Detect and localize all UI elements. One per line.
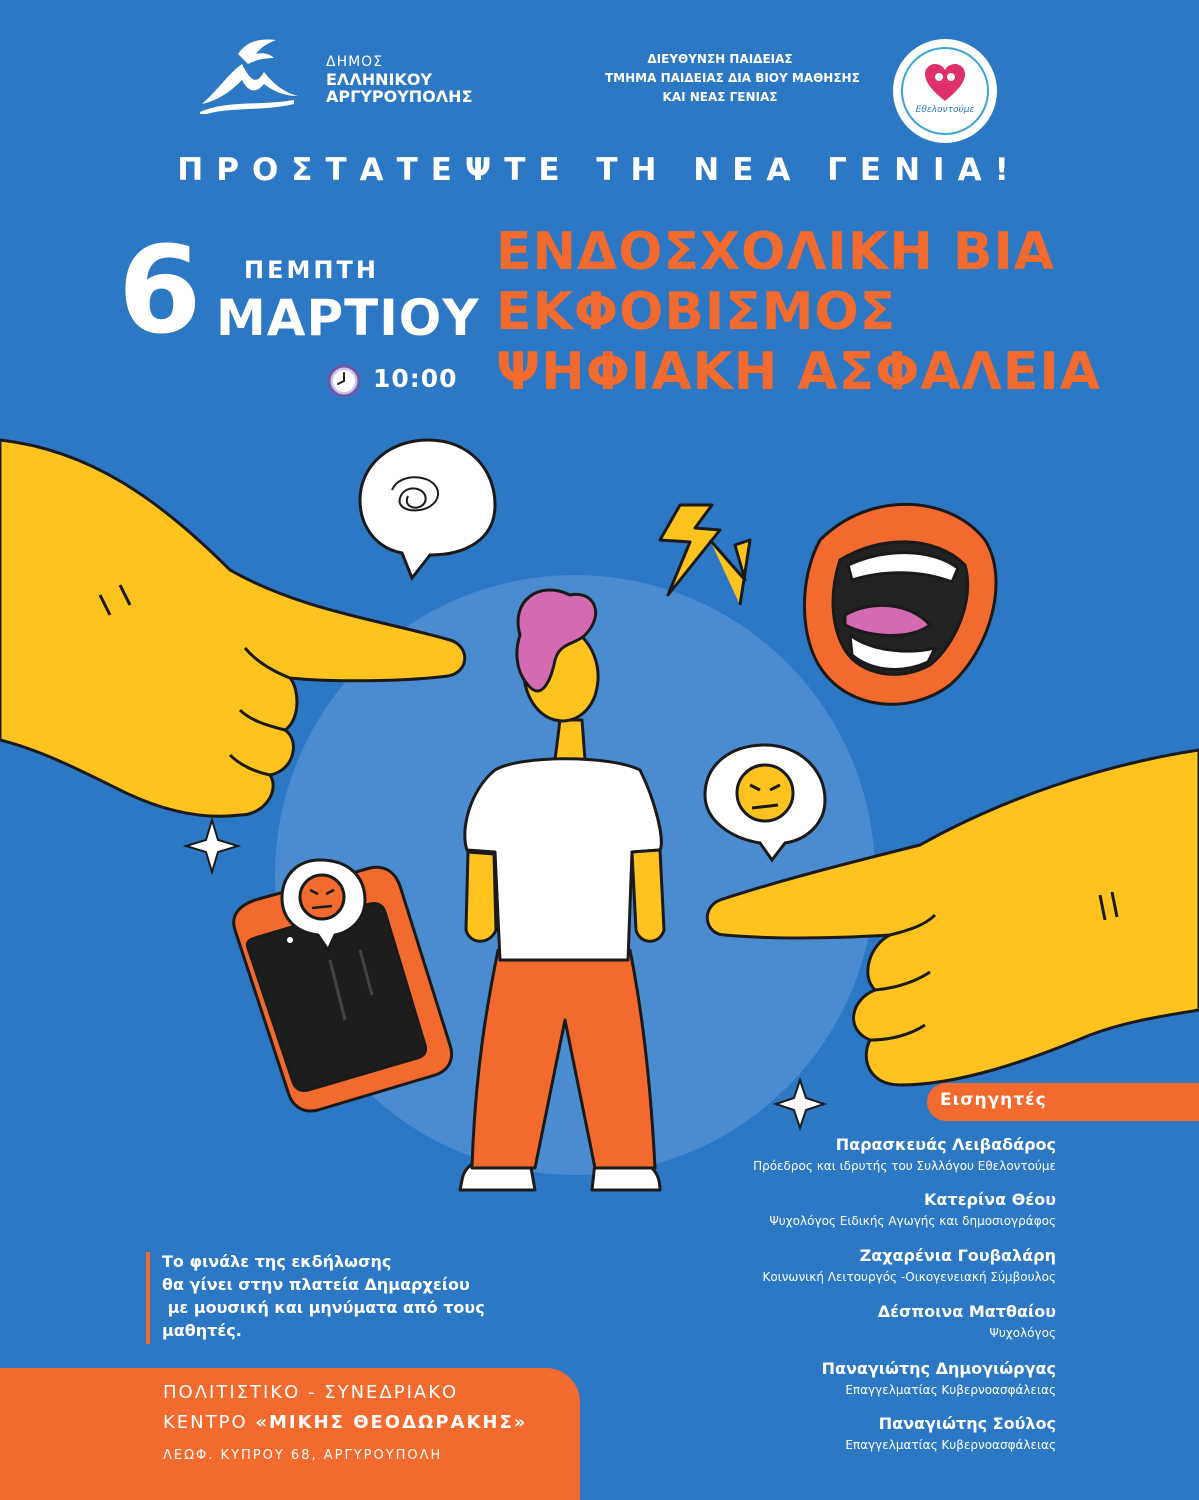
event-time: 10:00 — [373, 364, 458, 393]
heart-icon — [924, 63, 966, 103]
sparkle-icon-left — [186, 820, 238, 872]
venue-address: ΛΕΩΦ. ΚΥΠΡΟΥ 68, ΑΡΓΥΡΟΥΠΟΛΗ — [163, 1448, 443, 1463]
speaker-role: Ψυχολόγος — [989, 1326, 1056, 1340]
speaker-name: Ζαχαρένια Γουβαλάρη — [859, 1246, 1056, 1265]
municipality-name — [326, 54, 473, 105]
speaker-name: Παρασκευάς Λειβαδάρος — [835, 1135, 1056, 1154]
finale-line2: θα γίνει στην πλατεία Δημαρχείου — [162, 1275, 470, 1294]
speaker-5 — [822, 1357, 1056, 1399]
headline: ΠΡΟΣΤΑΤΕΨΤΕ ΤΗ ΝΕΑ ΓΕΝΙΑ! — [177, 152, 1022, 188]
finale-line3: με μουσική και μηνύματα από τους — [162, 1298, 485, 1317]
venue-line2 — [163, 1412, 527, 1433]
finale-line1: Το φινάλε της εκδήλωσης — [162, 1252, 392, 1271]
speaker-2 — [769, 1188, 1056, 1230]
speaker-3 — [762, 1244, 1056, 1286]
scribble-speech-bubble-icon — [360, 440, 495, 578]
finale-accent-bar — [146, 1252, 150, 1344]
speaker-1 — [753, 1133, 1056, 1175]
speaker-role: Πρόεδρος και ιδρυτής του Συλλόγου Εθελοντούμε — [753, 1159, 1056, 1173]
speaker-6 — [845, 1412, 1056, 1454]
lightning-small-icon — [710, 540, 750, 605]
department-line1: ΔΙΕΥΘΥΝΣΗ ΠΑΙΔΕΙΑΣ — [647, 52, 793, 66]
municipality-logo — [198, 34, 488, 124]
speaker-name: Παναγιώτης Σούλος — [878, 1414, 1056, 1433]
clock-icon — [327, 364, 361, 398]
shouting-mouth-icon — [804, 504, 996, 704]
lightning-icon — [660, 505, 720, 595]
topic-school-violence: ΕΝΔΟΣΧΟΛΙΚΗ ΒΙΑ — [496, 222, 1056, 282]
municipality-line3: ΑΡΓΥΡΟΥΠΟΛΗΣ — [326, 87, 473, 106]
event-weekday: ΠΕΜΠΤΗ — [244, 256, 379, 284]
speaker-role: Ψυχολόγος Ειδικής Αγωγής και δημοσιογράφος — [769, 1214, 1056, 1228]
speaker-name: Δέσποινα Ματθαίου — [877, 1302, 1056, 1321]
speaker-role: Κοινωνική Λειτουργός -Οικογενειακή Σύμβουλος — [762, 1270, 1056, 1284]
topic-bullying: ΕΚΦΟΒΙΣΜΟΣ — [496, 282, 897, 342]
department-line3: ΚΑΙ ΝΕΑΣ ΓΕΝΙΑΣ — [662, 90, 778, 104]
finale-line4: μαθητές. — [162, 1321, 242, 1340]
topic-digital-safety: ΨΗΦΙΑΚΗ ΑΣΦΑΛΕΙΑ — [496, 342, 1101, 402]
badge-word: Εθελοντούμε — [915, 105, 975, 115]
event-day: 6 — [118, 222, 202, 361]
speaker-role: Επαγγελματίας Κυβερνοασφάλειας — [845, 1438, 1056, 1452]
speaker-name: Κατερίνα Θέου — [924, 1190, 1056, 1209]
event-month: ΜΑΡΤΙΟΥ — [216, 289, 480, 347]
venue-prefix: ΚΕΝΤΡΟ — [163, 1412, 256, 1433]
speaker-role: Επαγγελματίας Κυβερνοασφάλειας — [845, 1383, 1056, 1397]
finale-note — [162, 1250, 485, 1342]
association-logo — [893, 39, 997, 143]
municipality-line1: ΔΗΜΟΣ — [326, 54, 384, 70]
department-name — [605, 50, 860, 107]
speaker-4 — [878, 1300, 1056, 1342]
speaker-name: Παναγιώτης Δημογιώργας — [821, 1359, 1056, 1378]
speakers-title: Εισηγητές — [940, 1090, 1047, 1110]
venue-name: «ΜΙΚΗΣ ΘΕΟΔΩΡΑΚΗΣ» — [255, 1412, 528, 1433]
department-line2: ΤΜΗΜΑ ΠΑΙΔΕΙΑΣ ΔΙΑ ΒΙΟΥ ΜΑΘΗΣΗΣ — [605, 71, 860, 85]
venue-line1: ΠΟΛΙΤΙΣΤΙΚΟ - ΣΥΝΕΔΡΙΑΚΟ — [163, 1382, 459, 1403]
dove-mountain-icon — [198, 34, 328, 114]
municipality-line2: ΕΛΛΗΝΙΚΟΥ — [326, 70, 433, 89]
